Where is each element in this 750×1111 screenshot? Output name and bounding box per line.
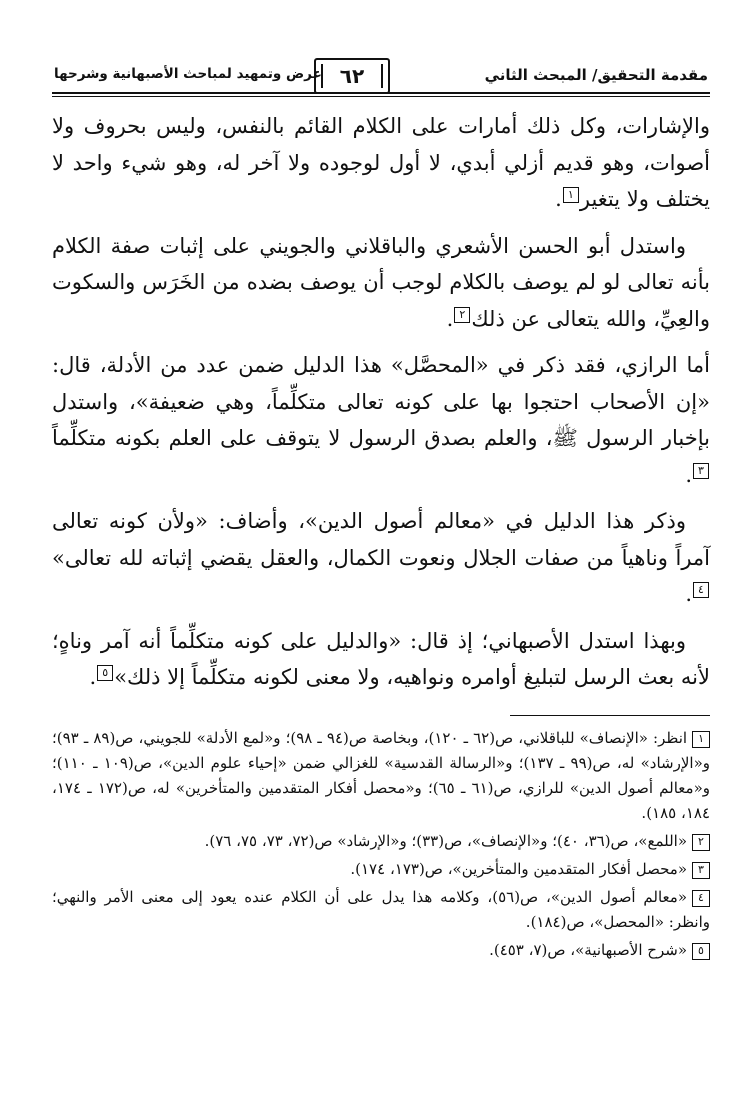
footnote-number: ٥ [692,943,710,960]
header-book-title: عرض وتمهيد لمباحث الأصبهانية وشرحها [54,66,322,82]
footnote-ref[interactable]: ٣ [693,463,709,479]
running-header [52,58,710,98]
paragraph-text: وذكر هذا الدليل في «معالم أصول الدين»، وأضاف: «ولأن كونه تعالى آمراً وناهياً من صفات الجلال ونعوت الكمال، والعقل يقضي إثباته لله تعالى» [52,509,710,570]
footnote [52,857,710,882]
paragraph-end: . [555,187,562,211]
footnote [52,829,710,854]
page-number: ٦٢ [339,64,365,88]
footnotes [52,726,710,966]
footnote-ref[interactable]: ٢ [454,307,470,323]
footnote-text: «محصل أفكار المتقدمين والمتأخرين»، ص(١٧٣، ١٧٤). [350,860,687,878]
footnote-ref[interactable]: ٥ [97,665,113,681]
footnote-separator [510,715,710,716]
footnote [52,885,710,935]
footnote-text: «معالم أصول الدين»، ص(٥٦)، وكلامه هذا يدل على أن الكلام عنده يعود إلى معنى الأمر والنهي؛ وانظر: «المحصل»، ص(١٨٤). [52,888,710,931]
header-section-title: مقدمة التحقيق/ المبحث الثاني [484,66,708,84]
footnote-text: «اللمع»، ص(٣٦، ٤٠)؛ و«الإنصاف»، ص(٣٣)؛ و«الإرشاد» ص(٧٢، ٧٣، ٧٥، ٧٦). [204,832,687,850]
paragraph-end: . [89,665,97,689]
paragraph-end: . [685,462,692,487]
footnote-number: ٢ [692,834,710,851]
paragraph [52,623,710,696]
footnote-ref[interactable]: ١ [563,187,579,203]
main-text [52,108,710,706]
paragraph-text: أما الرازي، فقد ذكر في «المحصَّل» هذا الدليل ضمن عدد من الأدلة، قال: «إن الأصحاب احتجوا بها على كونه تعالى متكلِّماً، وهي ضعيفة»، واستدل بإخبار الرسول ﷺ، والعلم بصدق الرسول لا يتوقف على العلم بكونه متكلِّماً [52,353,710,450]
header-rule [52,92,710,94]
paragraph-end: . [446,306,454,331]
paragraph-text: والإشارات، وكل ذلك أمارات على الكلام القائم بالنفس، وليس بحروف ولا أصوات، وهو قديم أزلي أبدي، لا أول لوجوده ولا آخر له، وهو شيء واحد لا يختلف ولا يتغير [52,114,710,211]
paragraph-text: واستدل أبو الحسن الأشعري والباقلاني والجويني على إثبات صفة الكلام بأنه تعالى لو لم يوصف بالكلام لوجب أن يوصف بضده من الخَرَس والسكوت والعِيِّ، والله يتعالى عن ذلك [52,233,710,331]
footnote-number: ١ [692,731,710,748]
footnote-ref[interactable]: ٤ [693,582,709,598]
footnote [52,726,710,826]
footnote-text: «شرح الأصبهانية»، ص(٧، ٤٥٣). [489,941,687,959]
paragraph [52,108,710,218]
paragraph-text: وبهذا استدل الأصبهاني؛ إذ قال: «والدليل على كونه متكلِّماً أنه آمر وناهٍ؛ لأنه بعث الرسل لتبليغ أوامره ونواهيه، ولا معنى لكونه متكلِّماً إلا ذلك» [52,628,710,689]
paragraph [52,347,710,493]
paragraph-end: . [685,582,692,606]
page-number-box [314,58,390,94]
footnote-text: انظر: «الإنصاف» للباقلاني، ص(٦٢ ـ ١٢٠)، وبخاصة ص(٩٤ ـ ٩٨)؛ و«لمع الأدلة» للجويني، ص(٨٩ ـ ٩٣)؛ و«الإرشاد» له، ص(٩٩ ـ ١٣٧)؛ و«الرسالة القدسية» للغزالي ضمن «إحياء علوم الدين»، ص(١٠٩ ـ ١١٠)؛ و«معالم أصول الدين» للرازي، ص(٦١ ـ ٦٥)؛ و«محصل أفكار المتقدمين والمتأخرين» له، ص(١٧٢ ـ ١٧٤، ١٨٤، ١٨٥). [52,729,711,822]
paragraph [52,503,710,613]
footnote [52,938,710,963]
paragraph [52,228,710,338]
header-rule-thin [52,96,710,97]
footnote-number: ٣ [692,862,710,879]
footnote-number: ٤ [692,890,710,907]
page [52,0,710,1111]
